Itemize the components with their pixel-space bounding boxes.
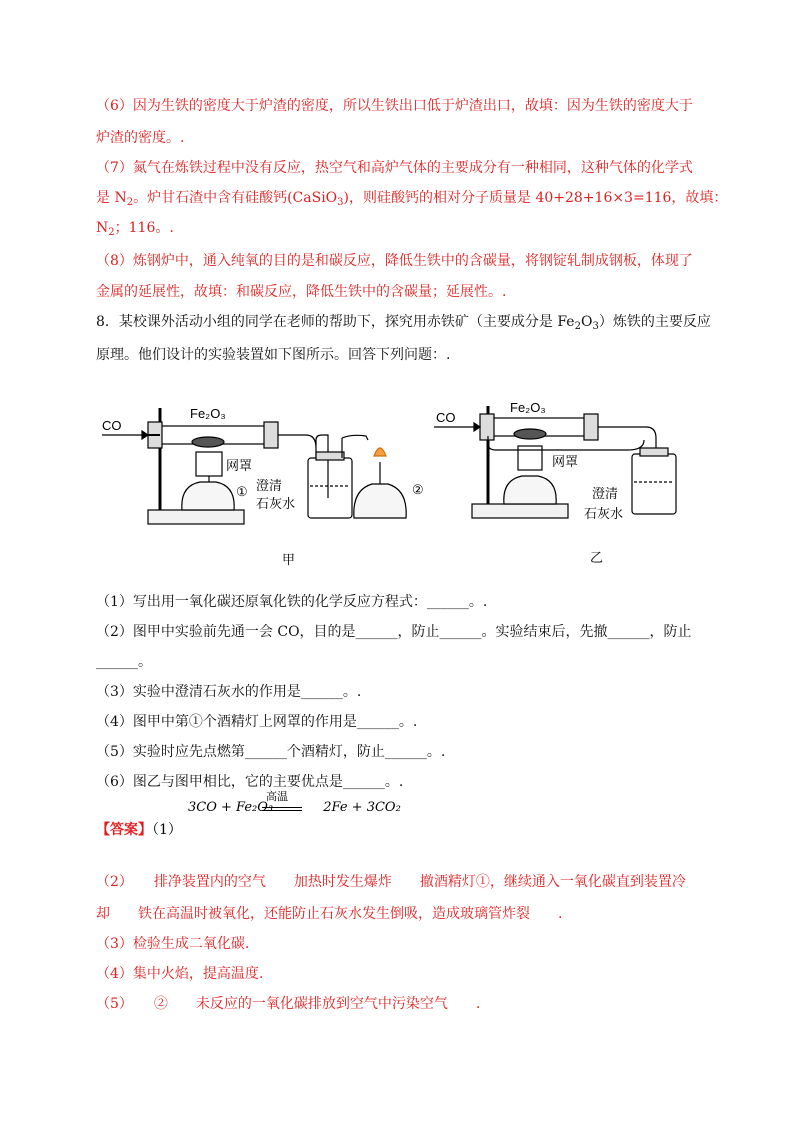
wire-gauze-shield <box>196 452 222 476</box>
flame-icon <box>374 448 386 456</box>
bottle-stopper <box>640 448 668 456</box>
answer-2-line-1: （2） 排净装置内的空气 加热时发生爆炸 撤酒精灯①，继续通入一氧化碳直到装置冷 <box>96 874 686 890</box>
stopper <box>264 422 278 448</box>
subscript: 3 <box>592 321 599 332</box>
equation-products: 2Fe + 3CO₂ <box>323 800 401 815</box>
answer-heading <box>96 820 182 840</box>
label-shihuishui-right: 石灰水 <box>584 506 624 521</box>
equation-condition: 高温 <box>266 790 288 803</box>
answer-4: （4）集中火焰，提高温度. <box>96 966 264 982</box>
subquestion-6: （6）图乙与图甲相比，它的主要优点是______。. <box>96 774 404 790</box>
label-wangzhao-right: 网罩 <box>552 454 579 469</box>
text-fragment: )，则硅酸钙的相对分子质量是 40+28+16×3=116，故填： <box>343 190 728 206</box>
text-fragment: ）炼铁的主要反应 <box>598 314 711 330</box>
bottle-stopper <box>316 452 344 460</box>
label-co-right: CO <box>436 410 456 425</box>
subquestion-2-line-1: （2）图甲中实验前先通一会 CO，目的是______，防止______。实验结束后，先撤______，防止 <box>96 624 692 640</box>
equation-double-bar <box>262 807 302 811</box>
answer-label: 【答案】 <box>96 822 152 838</box>
label-chengqing-right: 澄清 <box>592 486 619 501</box>
iron-oxide-powder <box>514 429 546 439</box>
apparatus-diagram <box>96 378 716 578</box>
alcohol-lamp <box>504 476 556 504</box>
label-wangzhao-left: 网罩 <box>226 458 253 473</box>
limewater-bottle <box>308 458 352 518</box>
answer-1-number: （1） <box>152 822 182 838</box>
answer-3: （3）检验生成二氧化碳. <box>96 936 250 952</box>
answer-5: （5） ② 未反应的一氧化碳排放到空气中污染空气 . <box>96 996 481 1012</box>
label-circle-2: ② <box>412 482 424 497</box>
answer-6-line-1: （6）因为生铁的密度大于炉渣的密度，所以生铁出口低于炉渣出口，故填：因为生铁的密度大于 <box>96 98 693 114</box>
return-tube <box>488 436 644 450</box>
answer-6-line-2: 炉渣的密度。. <box>96 130 185 146</box>
equation-reactants: 3CO + Fe₂O₃ <box>188 800 274 815</box>
subquestion-5: （5）实验时应先点燃第______个酒精灯，防止______。. <box>96 744 446 760</box>
subquestion-1: （1）写出用一氧化碳还原氧化铁的化学反应方程式：______。. <box>96 594 488 610</box>
alcohol-lamp-2 <box>354 484 406 518</box>
label-chengqing-left: 澄清 <box>256 478 283 493</box>
text-fragment: O <box>580 314 593 330</box>
subquestion-3: （3）实验中澄清石灰水的作用是______。. <box>96 684 362 700</box>
label-shihuishui-left: 石灰水 <box>256 496 296 511</box>
answer-7-line-3 <box>96 218 174 238</box>
stand-base <box>472 504 568 518</box>
label-co-left: CO <box>102 418 122 433</box>
answer-2-line-2: 却 铁在高温时被氧化，还能防止石灰水发生倒吸，造成玻璃管炸裂 . <box>96 906 563 922</box>
text-fragment: ；116。. <box>114 220 174 236</box>
arrow-head <box>142 431 148 439</box>
subscript: 2 <box>574 321 581 332</box>
stopper <box>584 414 598 440</box>
text-fragment: 。炉甘石渣中含有硅酸钙(CaSiO <box>133 190 338 206</box>
connecting-tube <box>278 435 328 498</box>
label-circle-1: ① <box>236 484 248 499</box>
question-8-line-1 <box>96 312 711 332</box>
arrow-head <box>474 423 480 431</box>
answer-8-line-1: （8）炼钢炉中，通入纯氧的目的是和碳反应，降低生铁中的含碳量，将钢锭轧制成钢板，体现了 <box>96 253 693 269</box>
limewater-bottle <box>632 454 676 514</box>
text-fragment: 是 N <box>96 190 127 206</box>
caption-left: 甲 <box>282 552 296 567</box>
label-fe2o3-left: Fe₂O₃ <box>190 406 226 421</box>
subscript: 2 <box>126 197 134 208</box>
stopper <box>480 414 494 440</box>
apparatus-left <box>102 408 406 524</box>
iron-oxide-powder <box>192 437 224 447</box>
text-fragment: 8．某校课外活动小组的同学在老师的帮助下，探究用赤铁矿（主要成分是 Fe <box>96 314 575 330</box>
answer-7-line-2 <box>96 188 727 208</box>
answer-7-line-1: （7）氮气在炼铁过程中没有反应，热空气和高炉气体的主要成分有一种相同，这种气体的化学式 <box>96 160 693 176</box>
alcohol-lamp-1 <box>182 482 234 510</box>
question-8-line-2: 原理。他们设计的实验装置如下图所示。回答下列问题：. <box>96 347 451 363</box>
caption-right: 乙 <box>590 550 604 565</box>
subscript: 3 <box>337 197 344 208</box>
connecting-tube <box>598 427 656 448</box>
answer-8-line-2: 金属的延展性，故填：和碳反应，降低生铁中的含碳量；延展性。. <box>96 284 507 300</box>
label-fe2o3-right: Fe₂O₃ <box>510 400 546 415</box>
subscript: 2 <box>108 227 115 238</box>
subquestion-4: （4）图甲中第①个酒精灯上网罩的作用是______。. <box>96 714 418 730</box>
outlet-tube-bend <box>342 435 368 440</box>
stand-base <box>148 510 244 524</box>
subquestion-2-line-2: ______。 <box>96 654 152 670</box>
text-fragment: N <box>96 220 109 236</box>
chemical-equation <box>188 790 401 815</box>
